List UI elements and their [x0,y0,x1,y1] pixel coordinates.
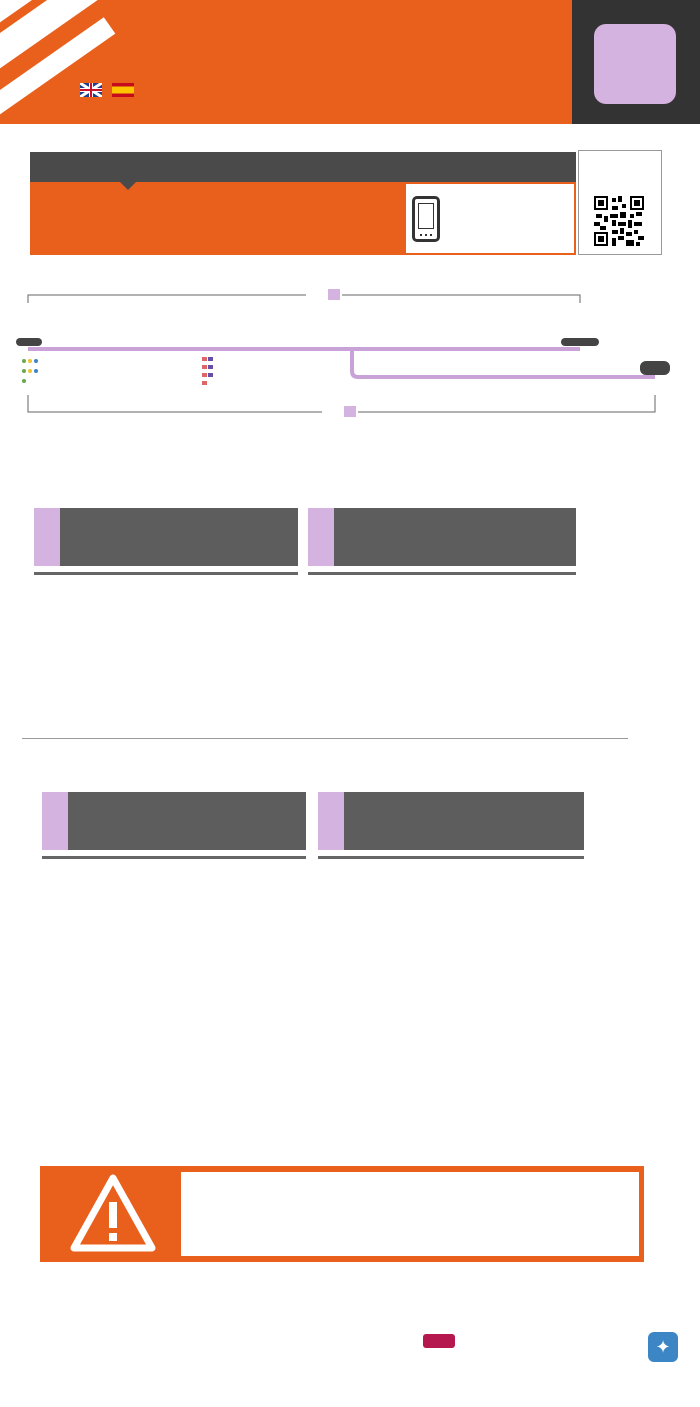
smartphone-icon [412,196,440,242]
divider [308,572,576,575]
may-right-axe-tag [308,508,334,566]
warning-content [181,1172,639,1256]
page-subtitle [80,80,136,100]
spain-flag-icon [112,83,134,97]
legend-evening-swatch [46,1084,70,1096]
qr-code-icon[interactable] [594,196,644,246]
idfm-person-icon: ✦ [648,1332,678,1362]
divider [318,856,584,859]
may-right-calendar [308,508,576,575]
warning-icon [68,1172,158,1256]
june-right-header [318,792,584,850]
prepare-header [30,152,576,182]
june-left-header [42,792,306,850]
may-left-header [34,508,298,566]
legend-day-swatch [46,1058,70,1070]
may-right-header [308,508,576,566]
uk-flag-icon [80,83,102,97]
speech-notch [120,182,136,190]
may-left-items [60,508,68,566]
sncf-logo [423,1334,455,1348]
divider [34,572,298,575]
june-right-items [344,792,352,850]
june-left-axe-tag [42,792,68,850]
may-right-items [334,508,342,566]
may-left-axe-tag [34,508,60,566]
may-left-calendar [34,508,298,575]
june-left-items [68,792,76,850]
line-badge [594,24,676,104]
line-map [0,285,700,420]
legend-interruption-swatch [46,1110,70,1122]
section-separator [22,738,628,739]
prepare-body [30,182,404,255]
june-left-calendar [42,792,306,859]
divider [42,856,306,859]
june-right-axe-tag [318,792,344,850]
june-right-calendar [318,792,584,859]
